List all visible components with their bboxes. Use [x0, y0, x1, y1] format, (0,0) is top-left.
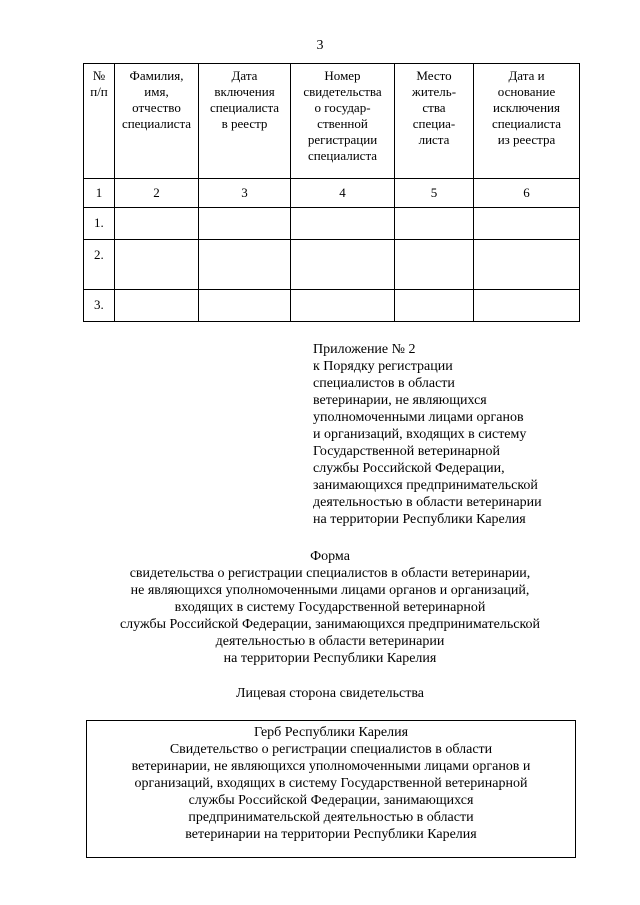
appendix-line: Государственной ветеринарной — [313, 444, 501, 459]
table-cell — [395, 208, 474, 240]
front-side-label: Лицевая сторона свидетельства — [236, 686, 424, 701]
certificate-front-box — [86, 720, 576, 858]
registry-table — [83, 63, 580, 322]
certificate-line: Герб Республики Карелия — [253, 725, 409, 740]
form-title-line: свидетельства о регистрации специалистов в области ветеринарии, — [129, 566, 531, 581]
header-cell: Дата включения специалиста в реестр — [199, 64, 291, 179]
column-number-cell: 6 — [474, 179, 580, 208]
header-cell: № п/п — [84, 64, 115, 179]
certificate-line: организаций, входящих в систему Государственной ветеринарной — [134, 776, 528, 791]
table-cell — [474, 290, 580, 322]
form-title-line: Форма — [310, 549, 350, 564]
table-cell — [199, 290, 291, 322]
table-cell — [291, 290, 395, 322]
appendix-line: занимающихся предпринимательской — [313, 478, 538, 493]
table-row — [84, 240, 580, 290]
appendix-line: на территории Республики Карелия — [313, 512, 526, 527]
row-number-cell: 1. — [84, 208, 115, 240]
table-cell — [115, 290, 199, 322]
header-cell: Фамилия, имя, отчество специалиста — [115, 64, 199, 179]
appendix-line: службы Российской Федерации, — [313, 461, 505, 476]
table-cell — [474, 208, 580, 240]
appendix-line: к Порядку регистрации — [313, 359, 453, 374]
form-title-line: службы Российской Федерации, занимающихся предпринимательской — [119, 617, 541, 632]
table-cell — [115, 208, 199, 240]
appendix-line: специалистов в области — [313, 376, 455, 391]
certificate-line: ветеринарии, не являющихся уполномоченными лицами органов и — [131, 759, 531, 774]
appendix-line: уполномоченными лицами органов — [313, 410, 524, 425]
table-cell — [199, 240, 291, 290]
row-number-cell: 2. — [84, 240, 115, 290]
table-cell — [199, 208, 291, 240]
certificate-line: ветеринарии на территории Республики Карелия — [185, 827, 477, 842]
header-cell: Место житель- ства специа- листа — [395, 64, 474, 179]
table-row — [84, 208, 580, 240]
table-header-row — [84, 64, 580, 179]
row-number-cell: 3. — [84, 290, 115, 322]
header-cell: Номер свидетельства о государ- ственной регистрации специалиста — [291, 64, 395, 179]
appendix-line: и организаций, входящих в систему — [313, 427, 527, 442]
table-cell — [395, 290, 474, 322]
column-number-cell: 2 — [115, 179, 199, 208]
certificate-line: предпринимательской деятельностью в области — [188, 810, 474, 825]
certificate-line: Свидетельство о регистрации специалистов в области — [169, 742, 493, 757]
column-number-row — [84, 179, 580, 208]
appendix-heading — [313, 341, 613, 528]
form-title-line: входящих в систему Государственной ветеринарной — [174, 600, 486, 615]
header-cell: Дата и основание исключения специалиста из реестра — [474, 64, 580, 179]
table-cell — [395, 240, 474, 290]
form-title-line: не являющихся уполномоченными лицами органов и организаций, — [130, 583, 530, 598]
table-cell — [291, 208, 395, 240]
appendix-line: Приложение № 2 — [313, 342, 416, 357]
table-cell — [115, 240, 199, 290]
form-title-line: деятельностью в области ветеринарии — [215, 634, 445, 649]
form-title-line: на территории Республики Карелия — [223, 651, 437, 666]
column-number-cell: 1 — [84, 179, 115, 208]
table-cell — [474, 240, 580, 290]
table-cell — [291, 240, 395, 290]
form-title — [80, 548, 580, 667]
column-number-cell: 4 — [291, 179, 395, 208]
appendix-line: ветеринарии, не являющихся — [313, 393, 487, 408]
table-row — [84, 290, 580, 322]
certificate-line: службы Российской Федерации, занимающихся — [188, 793, 474, 808]
appendix-line: деятельностью в области ветеринарии — [313, 495, 542, 510]
page-number: 3 — [316, 38, 324, 53]
column-number-cell: 5 — [395, 179, 474, 208]
column-number-cell: 3 — [199, 179, 291, 208]
